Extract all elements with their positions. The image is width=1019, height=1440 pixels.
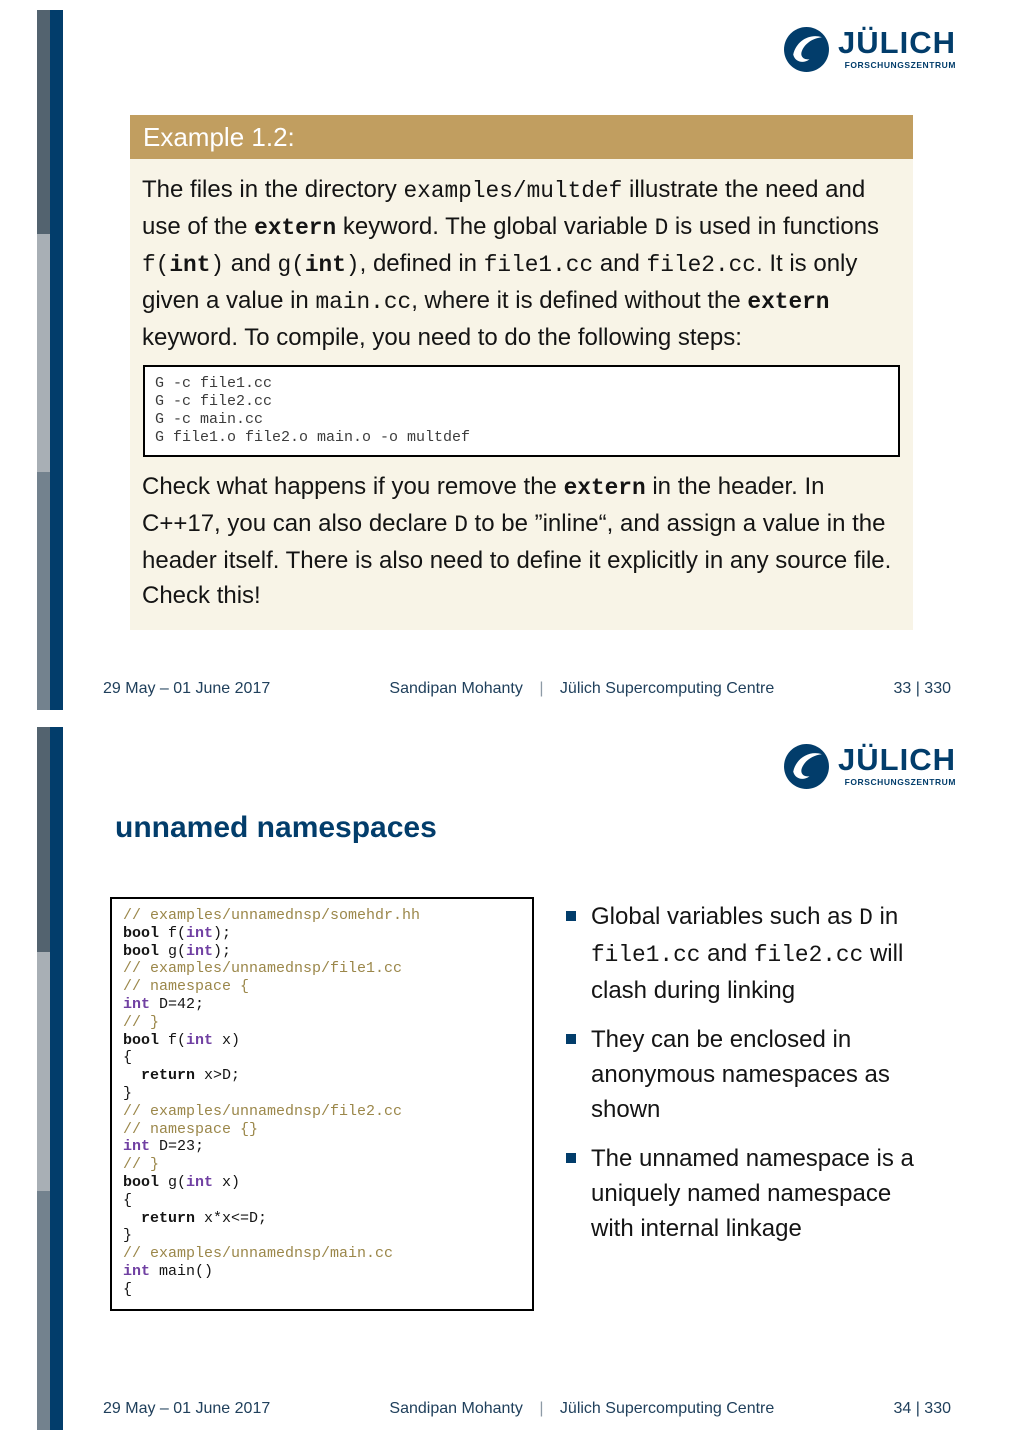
text-segment: Global variables such as xyxy=(591,903,860,930)
text-segment: extern xyxy=(747,289,830,315)
text-segment: // examples/unnamednsp/file1.cc xyxy=(123,960,403,978)
footer-page-number: 33 | 330 xyxy=(893,680,951,697)
text-segment: main() xyxy=(150,1262,214,1280)
slide-page-33 xyxy=(37,10,982,710)
text-segment: f( xyxy=(159,924,187,942)
sidebar-gray-segment xyxy=(37,234,50,472)
bullet-square-icon xyxy=(566,1153,576,1163)
code-line xyxy=(123,925,521,943)
bullet-item xyxy=(566,1141,932,1246)
code-line xyxy=(123,1067,521,1085)
sidebar-gray-segment xyxy=(37,1191,50,1430)
code-line xyxy=(123,960,521,978)
bullet-list xyxy=(566,899,932,1260)
text-segment: g( xyxy=(159,1173,187,1191)
text-segment: main.cc xyxy=(315,289,412,315)
code-line xyxy=(155,411,888,429)
code-line xyxy=(123,1192,521,1210)
example-block xyxy=(130,115,913,630)
slide-footer xyxy=(103,1400,951,1418)
text-segment: { xyxy=(123,1049,133,1067)
text-segment: extern xyxy=(254,215,337,241)
text-segment: // namespace { xyxy=(123,978,250,996)
footer-divider: | xyxy=(539,1400,544,1417)
text-segment: int xyxy=(123,995,151,1013)
text-segment: G -c file2.cc xyxy=(155,393,273,410)
text-segment: ); xyxy=(213,924,232,942)
code-line xyxy=(123,978,521,996)
code-line xyxy=(123,1032,521,1050)
code-line xyxy=(155,375,888,393)
text-segment: x) xyxy=(213,1031,241,1049)
text-segment: ) xyxy=(345,252,360,278)
code-line xyxy=(123,1085,521,1103)
text-segment: will clash during linking xyxy=(591,940,904,1004)
text-segment: keyword. To compile, you need to do the following steps: xyxy=(142,324,742,351)
logo-wordmark: JÜLICH xyxy=(838,25,956,60)
text-segment: file1.cc xyxy=(591,942,701,968)
text-segment: G file1.o file2.o main.o -o multdef xyxy=(155,429,471,446)
text-segment: ) xyxy=(210,252,225,278)
text-segment: f( xyxy=(142,252,170,278)
code-line xyxy=(123,1281,521,1299)
text-segment: , defined in xyxy=(359,250,484,277)
text-segment: int xyxy=(169,252,211,278)
code-line xyxy=(123,1210,521,1228)
sidebar-decoration xyxy=(37,10,63,710)
text-segment: D=42; xyxy=(150,995,205,1013)
bullet-text xyxy=(591,899,932,1008)
text-segment: and xyxy=(593,250,647,277)
text-segment: // } xyxy=(123,1156,160,1174)
code-line xyxy=(123,1174,521,1192)
text-segment: D xyxy=(654,215,669,241)
text-segment: D=23; xyxy=(150,1138,205,1156)
text-segment: return xyxy=(141,1209,196,1227)
code-line xyxy=(123,1138,521,1156)
text-segment: int xyxy=(123,1262,151,1280)
slide-title: unnamed namespaces xyxy=(115,811,437,844)
logo-text xyxy=(838,26,956,70)
text-segment: x) xyxy=(213,1173,241,1191)
footer-organization: Jülich Supercomputing Centre xyxy=(559,680,775,697)
juelich-logo-icon xyxy=(783,743,830,790)
text-segment: Check what happens if you remove the xyxy=(142,473,564,500)
text-segment: G -c main.cc xyxy=(155,411,264,428)
text-segment: file2.cc xyxy=(753,942,864,968)
text-segment: f( xyxy=(159,1031,187,1049)
text-segment: , where it is defined without the xyxy=(411,287,748,314)
sidebar-gray-segment xyxy=(37,472,50,710)
code-line xyxy=(123,1227,521,1245)
text-segment: // examples/unnamednsp/file2.cc xyxy=(123,1102,403,1120)
code-line xyxy=(123,1245,521,1263)
footer-divider: | xyxy=(539,680,544,697)
bullet-text xyxy=(591,1141,932,1246)
bullet-square-icon xyxy=(566,1034,576,1044)
text-segment: to be ”inline“, and assign a value in the header itself. There is also need to define it explicitly in any source file. Check this! xyxy=(142,510,892,609)
text-segment: { xyxy=(123,1280,133,1298)
footer-center xyxy=(389,1400,774,1418)
text-segment: G -c file1.cc xyxy=(155,375,273,392)
slide-footer xyxy=(103,680,951,698)
paragraph-followup xyxy=(142,469,901,613)
paragraph-intro xyxy=(142,172,901,355)
sidebar-gray-segment xyxy=(37,727,50,952)
text-segment: examples/multdef xyxy=(403,178,623,204)
text-segment: x>D; xyxy=(195,1067,241,1085)
footer-author: Sandipan Mohanty xyxy=(389,1400,523,1417)
text-segment: D xyxy=(454,512,468,538)
code-line xyxy=(123,1049,521,1067)
text-segment: is used in functions xyxy=(668,213,880,240)
sidebar-blue-bar xyxy=(50,10,63,710)
bullet-text xyxy=(591,1022,932,1127)
text-segment: bool xyxy=(123,924,160,942)
code-line xyxy=(123,907,521,925)
text-segment: } xyxy=(123,1084,133,1102)
logo-subtitle: FORSCHUNGSZENTRUM xyxy=(844,60,956,70)
text-segment: int xyxy=(186,924,214,942)
code-line xyxy=(123,1156,521,1174)
text-segment: bool xyxy=(123,1031,160,1049)
text-segment: keyword. The global variable xyxy=(336,213,655,240)
text-segment xyxy=(123,1210,141,1227)
footer-author: Sandipan Mohanty xyxy=(389,680,523,697)
text-segment: and xyxy=(700,940,754,967)
text-segment: file2.cc xyxy=(646,252,756,278)
text-segment: in the header. In C++17, you can also declare xyxy=(142,473,825,537)
slide-page-34 xyxy=(37,727,982,1430)
text-segment: g( xyxy=(159,942,187,960)
text-segment: int xyxy=(186,942,214,960)
text-segment: int xyxy=(123,1138,151,1156)
bullet-item xyxy=(566,899,932,1008)
sidebar-decoration xyxy=(37,727,63,1430)
text-segment: } xyxy=(123,1227,133,1245)
code-line xyxy=(155,429,888,447)
footer-date: 29 May – 01 June 2017 xyxy=(103,1400,271,1417)
code-line xyxy=(123,943,521,961)
text-segment: ); xyxy=(213,942,232,960)
text-segment: . It is only given a value in xyxy=(142,250,858,314)
code-line xyxy=(123,1263,521,1281)
text-segment: The unnamed namespace is a uniquely named namespace with internal linkage xyxy=(591,1145,914,1242)
text-segment: // examples/unnamednsp/main.cc xyxy=(123,1245,394,1263)
text-segment: in xyxy=(872,903,899,930)
logo-subtitle: FORSCHUNGSZENTRUM xyxy=(844,777,956,787)
text-segment: int xyxy=(186,1173,214,1191)
text-segment: g( xyxy=(277,252,305,278)
text-segment: { xyxy=(123,1191,133,1209)
bullet-square-icon xyxy=(566,911,576,921)
text-segment: int xyxy=(186,1031,214,1049)
sidebar-blue-bar xyxy=(50,727,63,1430)
text-segment: return xyxy=(141,1067,196,1085)
example-block-title: Example 1.2: xyxy=(130,115,913,159)
footer-date: 29 May – 01 June 2017 xyxy=(103,680,271,697)
footer-organization: Jülich Supercomputing Centre xyxy=(559,1400,775,1417)
text-segment: extern xyxy=(563,475,646,501)
sidebar-gray-segment xyxy=(37,952,50,1191)
code-line xyxy=(123,1103,521,1121)
text-segment xyxy=(123,1067,141,1084)
text-segment: // namespace {} xyxy=(123,1120,259,1138)
code-line xyxy=(123,996,521,1014)
code-line xyxy=(123,1014,521,1032)
sidebar-gray-segment xyxy=(37,10,50,234)
footer-page-number: 34 | 330 xyxy=(893,1400,951,1417)
code-line xyxy=(123,1121,521,1139)
text-segment: and xyxy=(224,250,278,277)
juelich-logo xyxy=(783,26,956,73)
code-line xyxy=(155,393,888,411)
footer-center xyxy=(389,680,774,698)
text-segment: int xyxy=(304,252,346,278)
text-segment: illustrate the need and use of the xyxy=(142,176,866,240)
text-segment: bool xyxy=(123,942,160,960)
juelich-logo xyxy=(783,743,956,790)
code-listing-panel xyxy=(110,897,534,1311)
text-segment: // examples/unnamednsp/somehdr.hh xyxy=(123,907,421,924)
text-segment: // } xyxy=(123,1013,160,1031)
text-segment: D xyxy=(859,905,873,931)
text-segment: x*x<=D; xyxy=(195,1209,268,1227)
logo-text xyxy=(838,743,956,787)
example-block-body xyxy=(130,159,913,630)
text-segment: bool xyxy=(123,1173,160,1191)
text-segment: The files in the directory xyxy=(142,176,404,203)
text-segment: They can be enclosed in anonymous namespaces as shown xyxy=(591,1026,890,1123)
logo-wordmark: JÜLICH xyxy=(838,742,956,777)
bullet-item xyxy=(566,1022,932,1127)
juelich-logo-icon xyxy=(783,26,830,73)
shell-commands-box xyxy=(143,365,900,457)
text-segment: file1.cc xyxy=(483,252,594,278)
